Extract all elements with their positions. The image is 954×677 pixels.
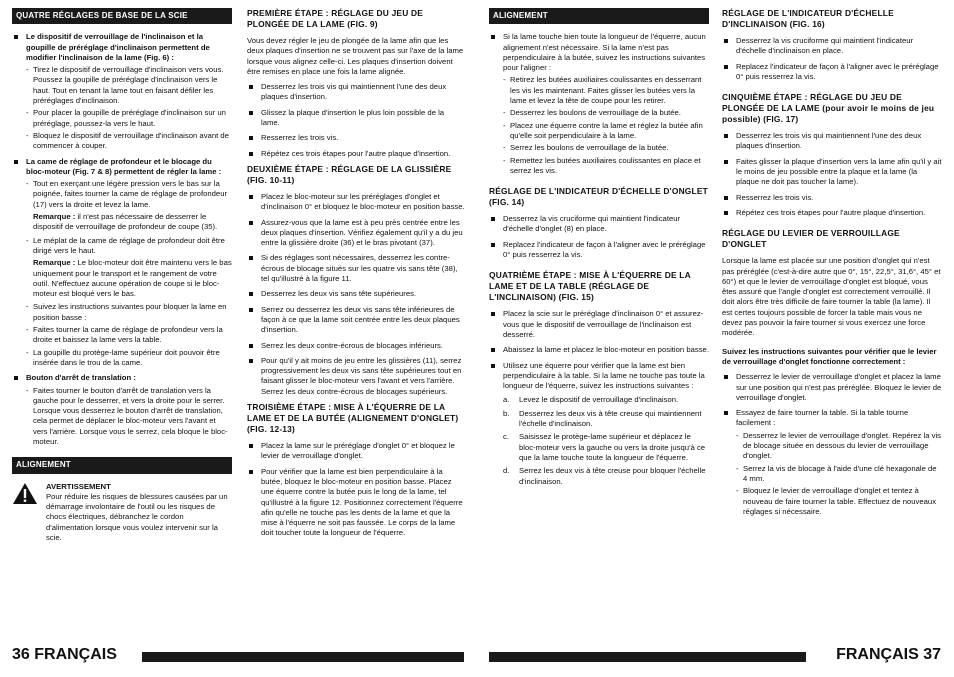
list-item: Resserrez les trois vis. (247, 133, 465, 143)
steps-list (503, 395, 709, 486)
step-text: Desserrez les deux vis à tête creuse qui maintiennent l'échelle d'inclinaison. (519, 408, 702, 429)
step-item (503, 409, 709, 430)
section-header: ALIGNEMENT (12, 457, 232, 473)
footer-left (12, 648, 464, 666)
list-item: Replacez l'indicateur de façon à l'aligner avec le préréglage 0° puis resserrez la vis. (489, 240, 709, 261)
list (722, 131, 942, 218)
list-item: Serrez les deux contre-écrous de blocages inférieurs. (247, 341, 465, 351)
step-key: b. (503, 408, 510, 418)
list-item (722, 408, 942, 517)
paragraph: Lorsque la lame est placée sur une position d'onglet qui n'est pas préréglée (c'est-à-dire autre que 0°, 15°, 22,5°, 31,6°, 45° et 60°) et que le levier de verrouillage d'onglet est bloqué, vous êtes assuré que l'angle d'onglet est correctement verrouillé. Il doit alors être très difficile de faire tourner la table (la lame). Il est certes toujours possible de forcer la table mais vous ne devez pas pouvoir la faire tourner si vous exercez une force modérée. (722, 256, 941, 338)
sublist-item: - Suivez les instructions suivantes pour bloquer la lame en position basse : (26, 302, 232, 323)
sublist-item: - Faites tourner la came de réglage de profondeur vers la droite et baissez la lame vers la table. (26, 325, 232, 346)
list-item: Desserrez les trois vis qui maintiennent l'une des deux plaques d'insertion. (722, 131, 942, 152)
section-header: QUATRE RÉGLAGES DE BASE DE LA SCIE (12, 8, 232, 24)
list (247, 441, 465, 539)
sublist-item: - Serrez les boulons de verrouillage de la butée. (503, 143, 709, 153)
list (722, 372, 942, 517)
sublist-item: - Faites tourner le bouton d'arrêt de translation vers la gauche pour le desserrer, et vers la droite pour le serrer. Lorsque vous desserrez le bouton d'arrêt de translation, cela permet de déplacer le bloc-moteur vers l'avant et vers l'arrière. Lorsque vous le serrez, cela bloque le bloc-moteur. (26, 386, 232, 448)
step-text: Levez le dispositif de verrouillage d'inclinaison. (519, 395, 679, 405)
note (26, 212, 232, 233)
list-item: Serrez ou desserrez les deux vis sans tête inférieures de façon à ce que la lame soit centrée entre les deux plaques d'insertion. (247, 305, 465, 336)
sublist (736, 431, 942, 517)
list (722, 36, 942, 82)
column-1 (12, 8, 232, 543)
list-item: Si des réglages sont nécessaires, desserrez les contre-écrous de blocage situés sur les quatre vis sans tête (38), tel qu'illustré à la figure 11. (247, 253, 465, 284)
list-item: Desserrez les deux vis sans tête supérieures. (247, 289, 465, 299)
column-2 (247, 8, 465, 544)
list-item: Pour qu'il y ait moins de jeu entre les glissières (11), serrez progressivement les deux vis sans tête supérieures tout en faisant glisser le bloc-moteur vers l'avant et vers l'arrière. Serrez les deux contre-écrous de blocages supérieurs. (247, 356, 465, 397)
step-key: c. (503, 432, 509, 442)
step-item (503, 395, 709, 405)
list-item: Desserrez les trois vis qui maintiennent l'une des deux plaques d'insertion. (247, 82, 465, 103)
sublist (26, 236, 232, 257)
note-text: il n'est pas nécessaire de desserrer le dispositif de verrouillage de profondeur de coupe (35). (33, 212, 218, 232)
step-key: a. (503, 395, 510, 405)
list-item: Placez le bloc-moteur sur les préréglages d'onglet et d'inclinaison 0° et bloquez le bloc-moteur en position basse. (247, 192, 465, 213)
list (12, 32, 232, 447)
step-text: Serrez les deux vis à tête creuse pour bloquer l'échelle d'inclinaison. (519, 466, 706, 486)
step-key: d. (503, 466, 510, 476)
section-heading: RÉGLAGE DE L'INDICATEUR D'ÉCHELLE D'ONGLET (FIG. 14) (489, 186, 708, 208)
sublist-item: - Le méplat de la came de réglage de profondeur doit être dirigé vers le haut. (26, 236, 232, 257)
sublist (26, 179, 232, 210)
sublist-item: - Tirez le dispositif de verrouillage d'inclinaison vers vous. Poussez la goupille de préréglage d'inclinaison vers le haut. Tout en tenant la lame tout en faisant défiler les préréglages d'inclinaison. (26, 65, 232, 106)
note-text: Le bloc-moteur doit être maintenu vers le bas uniquement pour le transport et le rangement de votre outil. N'effectuez aucune opération de coupe si le bloc-moteur est bloqué vers le bas. (33, 258, 232, 299)
note-label: Remarque : (33, 258, 76, 268)
sublist-item: - Remettez les butées auxiliaires coulissantes en place et serrez les vis. (503, 156, 709, 177)
list (489, 32, 709, 176)
section-heading: PREMIÈRE ÉTAPE : RÉGLAGE DU JEU DE PLONGÉE DE LA LAME (FIG. 9) (247, 8, 424, 29)
note-label: Remarque : (33, 212, 76, 222)
section-heading: RÉGLAGE DE L'INDICATEUR D'ÉCHELLE D'INCLINAISON (FIG. 16) (722, 8, 894, 29)
section-heading: CINQUIÈME ÉTAPE : RÉGLAGE DU JEU DE PLONGÉE DE LA LAME (pour avoir le moins de jeu possible) (FIG. 17) (722, 92, 935, 125)
item-text: Si la lame touche bien toute la longueur de l'équerre, aucun alignement n'est nécessaire. Si la lame n'est pas perpendiculaire à la butée, suivez les instructions suivantes pour l'aligner : (503, 32, 706, 73)
sublist (503, 75, 709, 176)
sublist-item: - Placez une équerre contre la lame et réglez la butée afin qu'elle soit perpendiculaire à la lame. (503, 121, 709, 142)
column-4 (722, 8, 942, 522)
sublist-item: - Desserrez le levier de verrouillage d'onglet. Repérez la vis de blocage située en dessous du levier de verrouillage d'onglet. (736, 431, 942, 462)
sublist-item: - Pour placer la goupille de préréglage d'inclinaison sur un préréglage, poussez-la vers le haut. (26, 108, 232, 129)
list-item: Desserrez le levier de verrouillage d'onglet et placez la lame sur une position qui n'est pas préréglée. Bloquez le levier de verrouillage d'onglet. (722, 372, 942, 403)
section-header: ALIGNEMENT (489, 8, 709, 24)
list-item: Desserrez la vis cruciforme qui maintient l'indicateur d'échelle d'inclinaison en place. (722, 36, 942, 57)
warning-block (12, 482, 232, 544)
footer-right (489, 648, 941, 666)
list-item: Répétez ces trois étapes pour l'autre plaque d'insertion. (722, 208, 942, 218)
item-title: Bouton d'arrêt de translation : (26, 373, 136, 383)
item-title: Le dispositif de verrouillage de l'inclinaison et la goupille de préréglage d'inclinaison permettent de modifier l'inclinaison de la lame (Fig. 6) : (26, 32, 210, 62)
sublist (26, 386, 232, 448)
paragraph-bold: Suivez les instructions suivantes pour vérifier que le levier de verrouillage d'onglet fonctionne correctement : (722, 346, 937, 366)
sublist (26, 65, 232, 151)
list-item: Resserrez les trois vis. (722, 193, 942, 203)
note (26, 258, 232, 299)
paragraph: Vous devez régler le jeu de plongée de la lame afin que les deux plaques d'insertion ne se trouvent pas sur l'axe de la lame lorsque vous alignez celle-ci. Les plaques d'insertion doivent être remises en place une fois la lame alignée. (247, 36, 464, 76)
footer-bar (142, 652, 464, 662)
item-title: La came de réglage de profondeur et le blocage du bloc-moteur (Fig. 7 & 8) permettent de régler la lame : (26, 156, 222, 176)
sublist (26, 302, 232, 368)
list-item: Placez la scie sur le préréglage d'inclinaison 0° et assurez-vous que le dispositif de verrouillage de l'inclinaison est desserré. (489, 309, 709, 340)
section-heading: QUATRIÈME ÉTAPE : MISE À L'ÉQUERRE DE LA LAME ET DE LA TABLE (RÉGLAGE DE L'INCLINAISON) (FIG. 15) (489, 270, 691, 303)
list-item: Assurez-vous que la lame est à peu près centrée entre les deux plaques d'insertion. Vérifiez également qu'il y a du jeu entre la glissière droite (36) et le bras pivotant (37). (247, 218, 465, 249)
sublist-item: - Bloquez le levier de verrouillage d'onglet et tentez à nouveau de faire tourner la table. Effectuez de nouveaux réglages si nécessaire. (736, 486, 942, 517)
item-text: Utilisez une équerre pour vérifier que la lame est bien perpendiculaire à la table. Si la lame ne touche pas toute la longueur de l'équerre, suivez les instructions suivantes : (503, 360, 705, 391)
sublist-item: - Retirez les butées auxiliaires coulissantes en desserrant les vis les maintenant. Faites glisser les butées vers la lame et levez la tête de coupe pour les retirer. (503, 75, 709, 106)
footer-bar (489, 652, 806, 662)
list (489, 309, 709, 486)
sublist-item: - Tout en exerçant une légère pression vers le bas sur la poignée, faites tourner la came de réglage de profondeur (17) vers la droite et levez la lame. (26, 179, 232, 210)
list-item: Faites glisser la plaque d'insertion vers la lame afin qu'il y ait le moins de jeu possible entre la plaque et la lame (la plaque ne doit pas toucher la lame). (722, 157, 942, 188)
list-item: Desserrez la vis cruciforme qui maintient l'indicateur d'échelle d'onglet (8) en place. (489, 214, 709, 235)
list (247, 82, 465, 159)
list-item: Pour vérifier que la lame est bien perpendiculaire à la butée, bloquez le bloc-moteur en position basse. Placez une équerre contre la butée puis le long de la lame, tel qu'illustré à la figure 12. Positionnez correctement l'équerre afin qu'elle ne touche pas les dents de la lame et que la mise à l'équerre ne soit pas faussée. Le corps de la lame doit toucher toute la longueur de l'équerre. (247, 467, 465, 539)
step-text: Saisissez le protège-lame supérieur et déplacez le bloc-moteur vers la gauche ou vers la droite jusqu'à ce que la lame touche toute la longueur de l'équerre. (519, 432, 706, 462)
warning-icon (12, 482, 38, 505)
warning-content (46, 482, 232, 544)
page-number-right: FRANÇAIS 37 (836, 646, 941, 663)
list-item: Glissez la plaque d'insertion le plus loin possible de la lame. (247, 108, 465, 129)
list-item: Abaissez la lame et placez le bloc-moteur en position basse. (489, 345, 709, 355)
list-item (489, 361, 709, 487)
list (247, 192, 465, 397)
sublist-item: - Serrez la vis de blocage à l'aide d'une clé hexagonale de 4 mm. (736, 464, 942, 485)
list-item (12, 157, 232, 369)
list-item: Placez la lame sur le préréglage d'onglet 0° et bloquez le levier de verrouillage d'onglet. (247, 441, 465, 462)
item-text: Essayez de faire tourner la table. Si la table tourne facilement : (736, 408, 909, 428)
page-number-left: 36 FRANÇAIS (12, 646, 117, 663)
list-item: Répétez ces trois étapes pour l'autre plaque d'insertion. (247, 149, 465, 159)
section-heading: RÉGLAGE DU LEVIER DE VERROUILLAGE D'ONGLET (722, 228, 900, 250)
section-heading: DEUXIÈME ÉTAPE : RÉGLAGE DE LA GLISSIÈRE (FIG. 10-11) (247, 163, 452, 185)
list (489, 214, 709, 260)
step-item (503, 466, 709, 487)
sublist-item: - Desserrez les boulons de verrouillage de la butée. (503, 108, 709, 118)
warning-text: Pour réduire les risques de blessures causées par un démarrage involontaire de l'outil ou les risques de chocs électriques, débranchez le cordon d'alimentation lorsque vous voulez intervenir sur la scie. (46, 491, 228, 543)
list-item (489, 32, 709, 176)
column-3 (489, 8, 709, 492)
section-heading: TROISIÈME ÉTAPE : MISE À L'ÉQUERRE DE LA LAME ET DE LA BUTÉE (ALIGNEMENT D'ONGLET) (FIG. 12-13) (247, 402, 459, 435)
sublist-item: - Bloquez le dispositif de verrouillage d'inclinaison avant de commencer à couper. (26, 131, 232, 152)
list-item (12, 373, 232, 447)
list-item (12, 32, 232, 151)
step-item (503, 432, 709, 463)
warning-title: AVERTISSEMENT (46, 481, 111, 491)
sublist-item: - La goupille du protège-lame supérieur doit pouvoir être insérée dans le trou de la came. (26, 348, 232, 369)
list-item: Replacez l'indicateur de façon à l'aligner avec le préréglage 0° puis resserrez la vis. (722, 62, 942, 83)
